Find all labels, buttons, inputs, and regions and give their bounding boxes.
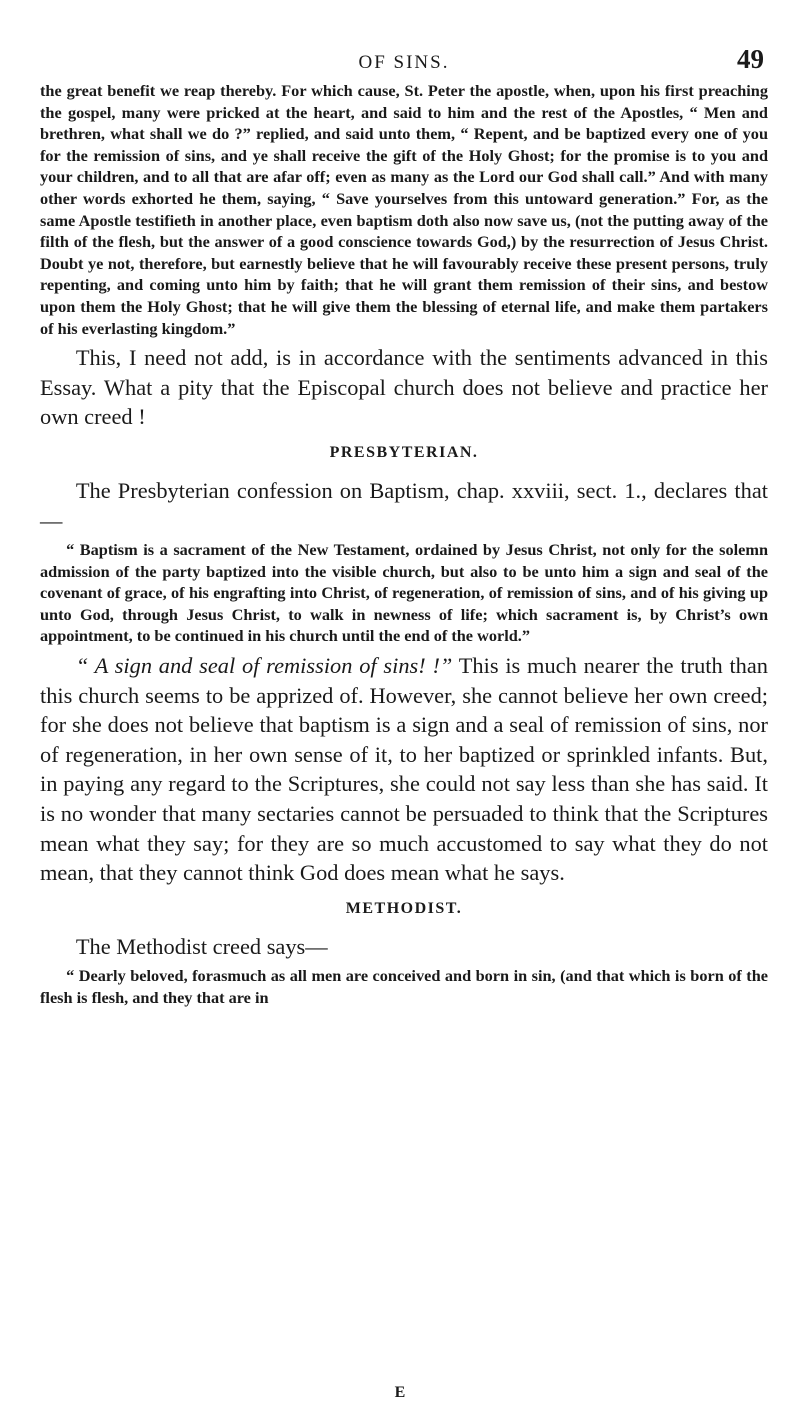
paragraph-baptism-office: the great benefit we reap thereby. For which cause, St. Peter the apostle, when, upon his first preaching the gospel, many were pricked at the heart, and said to him and the rest of the Apostles, “ Men and brethren, what shall we do ?” replied, and said unto them, “ Repent, and be baptized every one of you for the remission of sins, and ye shall receive the gift of the Holy Ghost; for the promise is to you and your children, and to all that are afar off; even as many as the Lord our God shall call.” And with many other words exhorted he them, saying, “ Save yourselves from this untoward generation.” For, as the same Apostle testifieth in another place, even baptism doth also now save us, (not the putting away of the filth of the flesh, but the answer of a good conscience towards God,) by the resurrection of Jesus Christ. Doubt ye not, therefore, but earnestly believe that he will favourably receive these present persons, truly repenting, and coming unto him by faith; that he will grant them remission of their sins, and bestow upon them the Holy Ghost; that he will give them the blessing of eternal life, and make them partakers of his everlasting kingdom.” bbox=[40, 81, 768, 338]
section-heading-methodist: METHODIST. bbox=[345, 899, 463, 917]
signature-mark: E bbox=[394, 1384, 406, 1401]
paragraph-presbyterian-comment-text: This is much nearer the truth than this church seems to be apprized of. However, she cannot believe her own creed; for she does not believe that baptism is a sign and a seal of remission of sins, nor of regeneration, in her own sense of it, to her baptized or sprinkled infants. But, in paying any regard to the Scriptures, she could not say less than she has said. It is no wonder that many sectaries cannot be persuaded to think that the Scriptures mean what they say; for they are so much accustomed to say what they do not mean, that they cannot think God does mean what he says. bbox=[40, 653, 769, 886]
italic-quote: “ A sign and seal of remission of sins! !” bbox=[75, 653, 453, 679]
page-number: 49 bbox=[737, 44, 764, 74]
quote-presbyterian-confession: “ Baptism is a sacrament of the New Testament, ordained by Jesus Christ, not only for the solemn admission of the party baptized into the visible church, but also to be unto him a sign and seal of the covenant of grace, of his engrafting into Christ, of regeneration, of remission of sins, and of his giving up unto God, through Jesus Christ, to walk in newness of life; which sacrament is, by Christ’s own appointment, to be continued in his church until the end of the world.” bbox=[40, 540, 768, 646]
quote-methodist-creed: “ Dearly beloved, forasmuch as all men are conceived and born in sin, (and that which is born of the flesh is flesh, and they that are in bbox=[40, 966, 768, 1007]
page-header bbox=[40, 0, 768, 80]
book-page bbox=[40, 0, 768, 1009]
paragraph-presbyterian-intro: The Presbyterian confession on Baptism, chap. xxviii, sect. 1., declares that— bbox=[40, 477, 768, 533]
paragraph-author-comment: This, I need not add, is in accordance with the sentiments advanced in this Essay. What a pity that the Episcopal church does not believe and practice her own creed ! bbox=[40, 345, 768, 430]
paragraph-presbyterian-comment bbox=[40, 651, 768, 888]
section-heading-presbyterian: PRESBYTERIAN. bbox=[329, 443, 479, 461]
running-title: OF SINS. bbox=[358, 52, 450, 73]
paragraph-methodist-intro: The Methodist creed says— bbox=[75, 933, 328, 959]
